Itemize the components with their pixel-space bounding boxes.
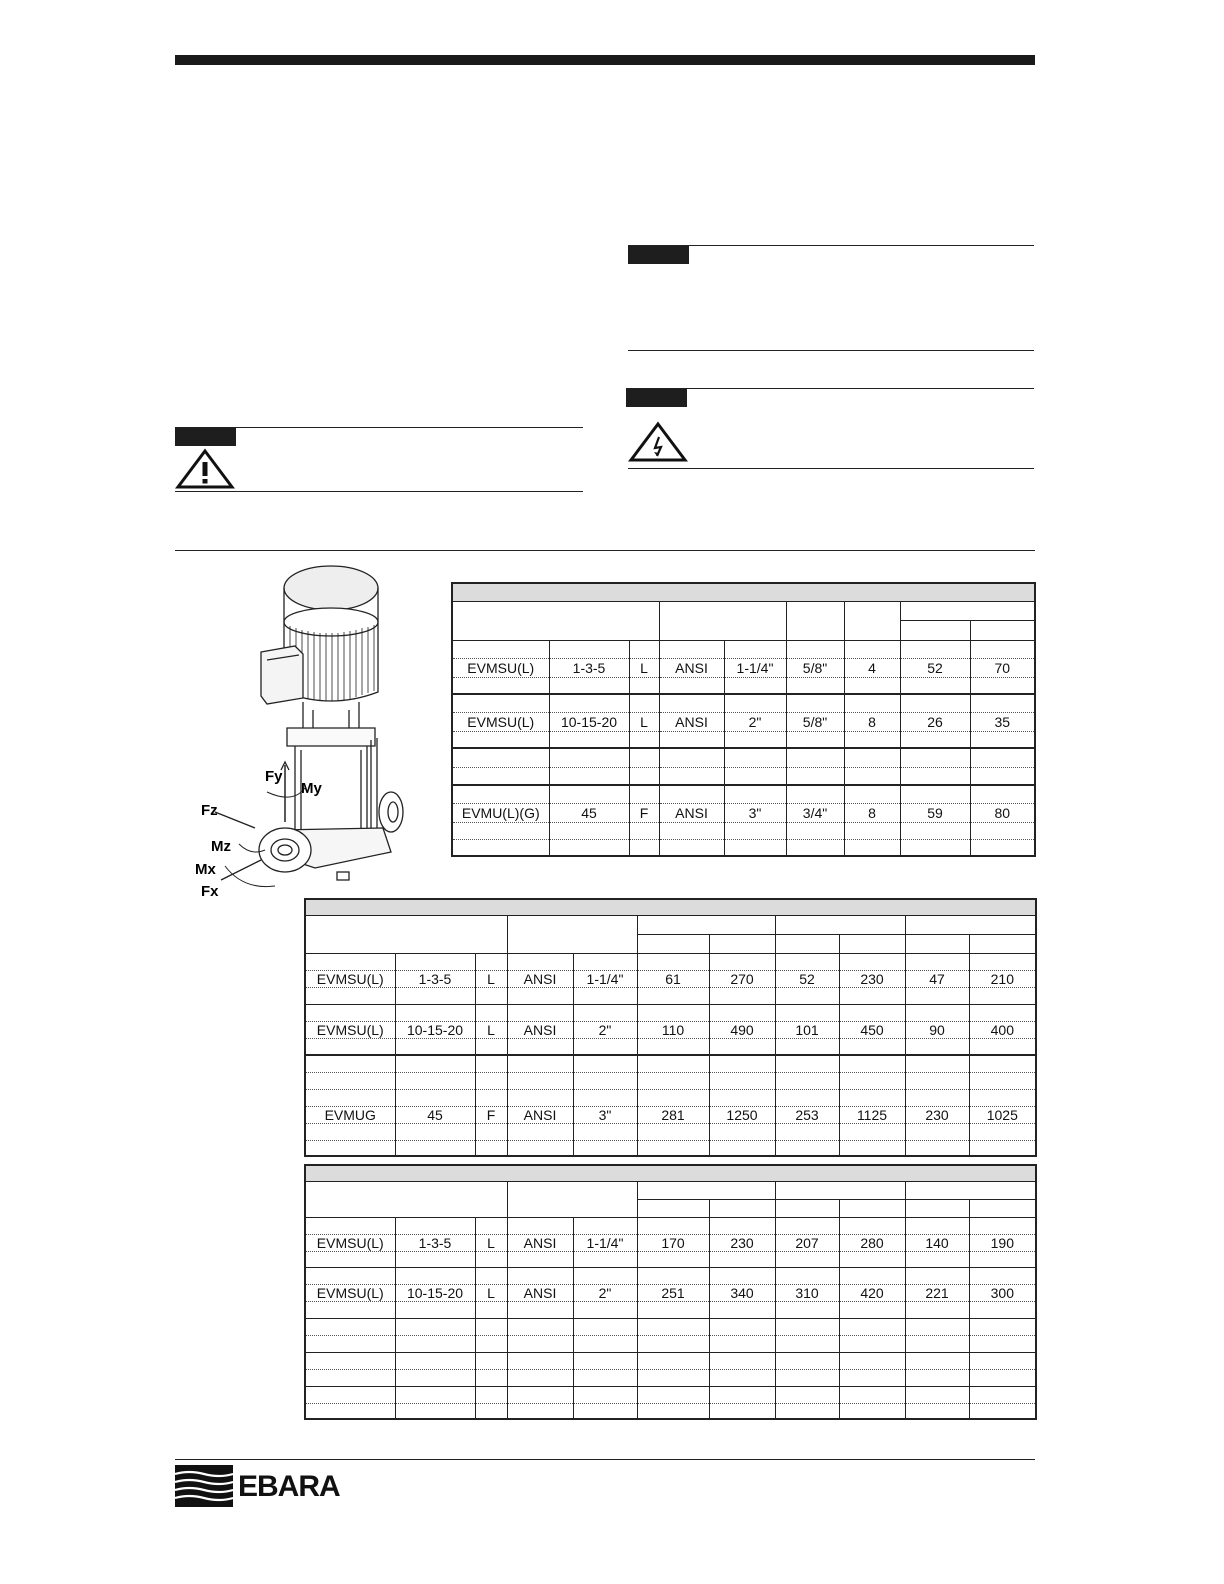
table2-value: 47 — [905, 970, 969, 987]
table3-flange: ANSI — [507, 1234, 573, 1251]
warning-rule-bottom — [175, 491, 583, 492]
moments-table — [304, 1164, 1037, 1420]
table1-torque-2: 70 — [970, 658, 1035, 677]
table3-value: 251 — [637, 1284, 709, 1301]
brand-wordmark: EBARA — [238, 1470, 340, 1503]
warning-rule-top — [175, 427, 583, 428]
electrical-hazard-icon — [628, 421, 688, 463]
label-fx: Fx — [201, 883, 219, 900]
label-my: My — [301, 780, 322, 797]
label-fz: Fz — [201, 802, 218, 819]
table1-model: EVMSU(L) — [452, 712, 549, 731]
table3-value: 340 — [709, 1284, 775, 1301]
table3-flange: ANSI — [507, 1284, 573, 1301]
danger-rule-bottom — [628, 468, 1034, 469]
section-divider — [175, 550, 1035, 551]
table2-value: 210 — [969, 970, 1036, 987]
label-mz: Mz — [211, 838, 231, 855]
notice-tag — [628, 246, 689, 264]
table2-value: 1250 — [709, 1106, 775, 1123]
table1-dn: 2" — [724, 712, 786, 731]
table3-value: 310 — [775, 1284, 839, 1301]
table2-value: 101 — [775, 1021, 839, 1038]
table1-qty: 4 — [844, 658, 900, 677]
table1-model: EVMSU(L) — [452, 658, 549, 677]
table1-bolt: 5/8" — [786, 712, 844, 731]
table2-value: 52 — [775, 970, 839, 987]
ebara-logo-icon — [175, 1465, 233, 1507]
table2-model: EVMSU(L) — [305, 1021, 395, 1038]
table3-value: 420 — [839, 1284, 905, 1301]
table2-flange: ANSI — [507, 970, 573, 987]
table1-type: L — [629, 712, 659, 731]
table2-value: 230 — [905, 1106, 969, 1123]
table1-torque-1: 26 — [900, 712, 970, 731]
table1-bolt: 5/8" — [786, 658, 844, 677]
table3-size: 1-3-5 — [395, 1234, 475, 1251]
table1-flange: ANSI — [659, 658, 724, 677]
warning-tag — [175, 428, 236, 446]
table2-value: 230 — [839, 970, 905, 987]
table2-model: EVMSU(L) — [305, 970, 395, 987]
table2-value: 61 — [637, 970, 709, 987]
table1-size: 1-3-5 — [549, 658, 629, 677]
table3-value: 207 — [775, 1234, 839, 1251]
table1-dn: 3" — [724, 803, 786, 822]
table1-size: 45 — [549, 803, 629, 822]
table1-qty: 8 — [844, 803, 900, 822]
table1-size: 10-15-20 — [549, 712, 629, 731]
table3-type: L — [475, 1284, 507, 1301]
table2-value: 110 — [637, 1021, 709, 1038]
table2-value: 450 — [839, 1021, 905, 1038]
table2-title-band — [305, 899, 1036, 915]
table2-value: 1125 — [839, 1106, 905, 1123]
table2-value: 1025 — [969, 1106, 1036, 1123]
danger-rule-top — [626, 388, 1034, 389]
table1-torque-1: 59 — [900, 803, 970, 822]
table3-value: 221 — [905, 1284, 969, 1301]
table2-value: 281 — [637, 1106, 709, 1123]
table3-model: EVMSU(L) — [305, 1284, 395, 1301]
label-mx: Mx — [195, 861, 216, 878]
table2-size: 10-15-20 — [395, 1021, 475, 1038]
table2-model: EVMUG — [305, 1106, 395, 1123]
table1-torque-2: 35 — [970, 712, 1035, 731]
table3-dn: 1-1/4" — [573, 1234, 637, 1251]
table3-title-band — [305, 1165, 1036, 1181]
notice-rule-bottom — [628, 350, 1034, 351]
table3-value: 140 — [905, 1234, 969, 1251]
table1-bolt: 3/4" — [786, 803, 844, 822]
table3-dn: 2" — [573, 1284, 637, 1301]
table2-type: L — [475, 970, 507, 987]
table2-type: F — [475, 1106, 507, 1123]
table3-value: 170 — [637, 1234, 709, 1251]
table2-dn: 2" — [573, 1021, 637, 1038]
table1-flange: ANSI — [659, 803, 724, 822]
table2-flange: ANSI — [507, 1106, 573, 1123]
table3-value: 190 — [969, 1234, 1036, 1251]
table2-size: 45 — [395, 1106, 475, 1123]
table3-value: 230 — [709, 1234, 775, 1251]
table2-value: 490 — [709, 1021, 775, 1038]
footer-rule — [175, 1459, 1035, 1460]
danger-tag — [626, 389, 687, 407]
table2-size: 1-3-5 — [395, 970, 475, 987]
table1-type: F — [629, 803, 659, 822]
table1-dn: 1-1/4" — [724, 658, 786, 677]
table2-value: 90 — [905, 1021, 969, 1038]
label-fy: Fy — [265, 768, 283, 785]
table2-dn: 1-1/4" — [573, 970, 637, 987]
table2-flange: ANSI — [507, 1021, 573, 1038]
table1-title-band — [452, 583, 1035, 601]
table3-model: EVMSU(L) — [305, 1234, 395, 1251]
table2-value: 400 — [969, 1021, 1036, 1038]
table3-size: 10-15-20 — [395, 1284, 475, 1301]
table2-value: 253 — [775, 1106, 839, 1123]
header-bar — [175, 55, 1035, 65]
table2-type: L — [475, 1021, 507, 1038]
table3-value: 300 — [969, 1284, 1036, 1301]
table1-torque-2: 80 — [970, 803, 1035, 822]
pump-diagram — [195, 560, 420, 900]
table1-flange: ANSI — [659, 712, 724, 731]
forces-table — [304, 898, 1037, 1157]
warning-icon — [175, 448, 235, 490]
table1-model: EVMU(L)(G) — [452, 803, 549, 822]
table1-qty: 8 — [844, 712, 900, 731]
table3-value: 280 — [839, 1234, 905, 1251]
table2-dn: 3" — [573, 1106, 637, 1123]
table1-torque-1: 52 — [900, 658, 970, 677]
table1-type: L — [629, 658, 659, 677]
flange-bolt-table — [451, 582, 1036, 857]
table3-type: L — [475, 1234, 507, 1251]
table2-value: 270 — [709, 970, 775, 987]
